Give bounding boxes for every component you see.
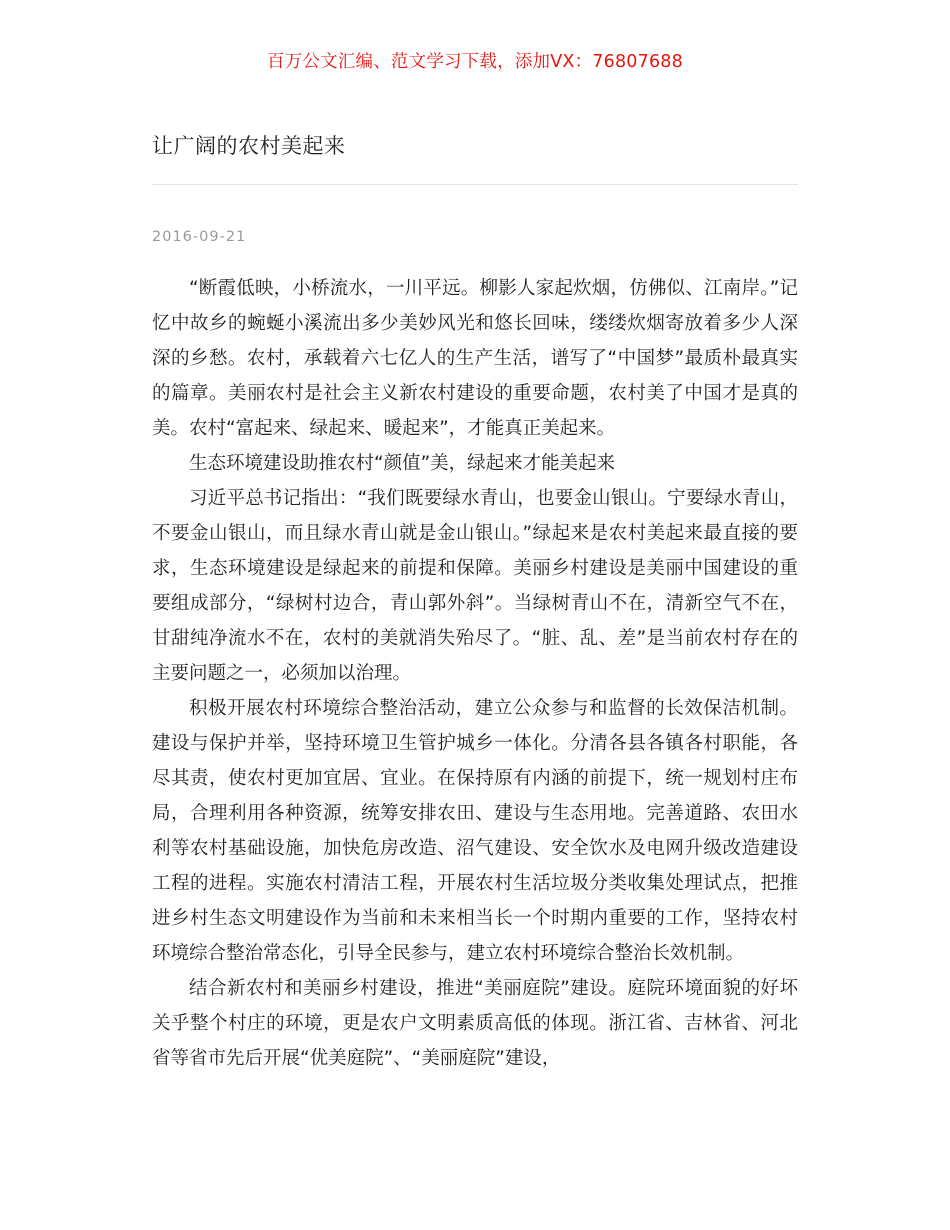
paragraph: 积极开展农村环境综合整治活动，建立公众参与和监督的长效保洁机制。建设与保护并举，坚持环境卫生管护城乡一体化。分清各县各镇各村职能，各尽其责，使农村更加宜居、宜业。在保持原有内涵的前提下，统一规划村庄布局，合理利用各种资源，统筹安排农田、建设与生态用地。完善道路、农田水利等农村基础设施，加快危房改造、沼气建设、安全饮水及电网升级改造建设工程的进程。实施农村清洁工程，开展农村生活垃圾分类收集处理试点，把推进乡村生态文明建设作为当前和未来相当长一个时期内重要的工作，坚持农村环境综合整治常态化，引导全民参与，建立农村环境综合整治长效机制。 xyxy=(152,698,798,964)
paragraph: 生态环境建设助推农村“颜值”美，绿起来才能美起来 xyxy=(189,453,616,474)
paragraph: 结合新农村和美丽乡村建设，推进“美丽庭院”建设。庭院环境面貌的好坏关乎整个村庄的环境，更是农户文明素质高低的体现。浙江省、吉林省、河北省等省市先后开展“优美庭院”、“美丽庭院”建设， xyxy=(152,978,798,1069)
paragraph: “断霞低映，小桥流水，一川平远。柳影人家起炊烟，仿佛似、江南岸。”记忆中故乡的蜿蜒小溪流出多少美妙风光和悠长回味，缕缕炊烟寄放着多少人深深的乡愁。农村，承载着六七亿人的生产生活，谱写了“中国梦”最质朴最真实的篇章。美丽农村是社会主义新农村建设的重要命题，农村美了中国才是真的美。农村“富起来、绿起来、暖起来”，才能真正美起来。 xyxy=(152,278,798,439)
document-content xyxy=(152,130,798,1076)
title-divider xyxy=(152,184,798,185)
paragraph: 习近平总书记指出：“我们既要绿水青山，也要金山银山。宁要绿水青山，不要金山银山，而且绿水青山就是金山银山。”绿起来是农村美起来最直接的要求，生态环境建设是绿起来的前提和保障。美丽乡村建设是美丽中国建设的重要组成部分，“绿树村边合，青山郭外斜”。当绿树青山不在，清新空气不在，甘甜纯净流水不在，农村的美就消失殆尽了。“脏、乱、差”是当前农村存在的主要问题之一，必须加以治理。 xyxy=(152,488,798,684)
promo-banner: 百万公文汇编、范文学习下载，添加VX：76807688 xyxy=(267,52,683,72)
article-body xyxy=(152,271,798,1076)
document-date: 2016-09-21 xyxy=(152,229,247,245)
page-title: 让广阔的农村美起来 xyxy=(152,134,346,158)
